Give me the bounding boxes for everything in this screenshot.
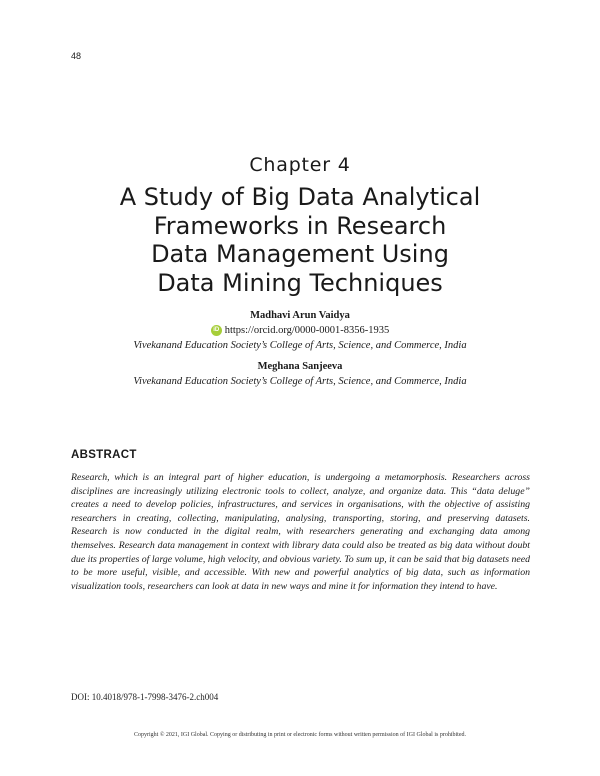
chapter-title-line: Data Management Using	[151, 240, 449, 268]
chapter-title-line: Frameworks in Research	[153, 211, 447, 240]
page-number: 48	[71, 51, 82, 61]
author-block	[0, 308, 600, 389]
author-name: Meghana Sanjeeva	[257, 361, 343, 372]
abstract-heading: ABSTRACT	[71, 449, 137, 461]
chapter-title-line: A Study of Big Data Analytical	[119, 183, 481, 211]
chapter-title-line: Data Mining Techniques	[157, 268, 443, 297]
chapter-label: Chapter 4	[249, 154, 351, 176]
orcid-link[interactable]: https://orcid.org/0000-0001-8356-1935	[224, 325, 390, 336]
copyright-notice: Copyright © 2021, IGI Global. Copying or distributing in print or electronic forms without written permission of IGI Global is prohibited.	[133, 732, 466, 738]
chapter-title	[60, 183, 540, 297]
orcid-icon[interactable]: iD	[211, 325, 222, 336]
orcid-line	[0, 323, 600, 338]
author-name: Madhavi Arun Vaidya	[250, 310, 350, 321]
author-affiliation: Vivekanand Education Society’s College of Arts, Science, and Commerce, India	[133, 340, 467, 351]
doi: DOI: 10.4018/978-1-7998-3476-2.ch004	[71, 692, 219, 702]
abstract-body: Research, which is an integral part of higher education, is undergoing a metamorphosis. Researchers across disciplines are increasingly utilizing electronic tools to collect, analyze, and organize data. This “data deluge” creates a need to develop policies, infrastructures, and services in organisations, with the objective of assisting researchers in creating, collecting, manipulating, analysing, transporting, storing, and preserving datasets. Research is now conducted in the digital realm, with researchers generating and exchanging data among themselves. Research data management in context with library data could also be treated as big data without doubt due its properties of large volume, high velocity, and obvious variety. To sum up, it can be said that big datasets need to be more useful, visible, and accessible. With new and powerful analytics of big data, such as information visualization tools, researchers can look at data in new ways and mine it for information they intend to have.	[71, 472, 530, 592]
author-affiliation: Vivekanand Education Society’s College of Arts, Science, and Commerce, India	[133, 376, 467, 387]
